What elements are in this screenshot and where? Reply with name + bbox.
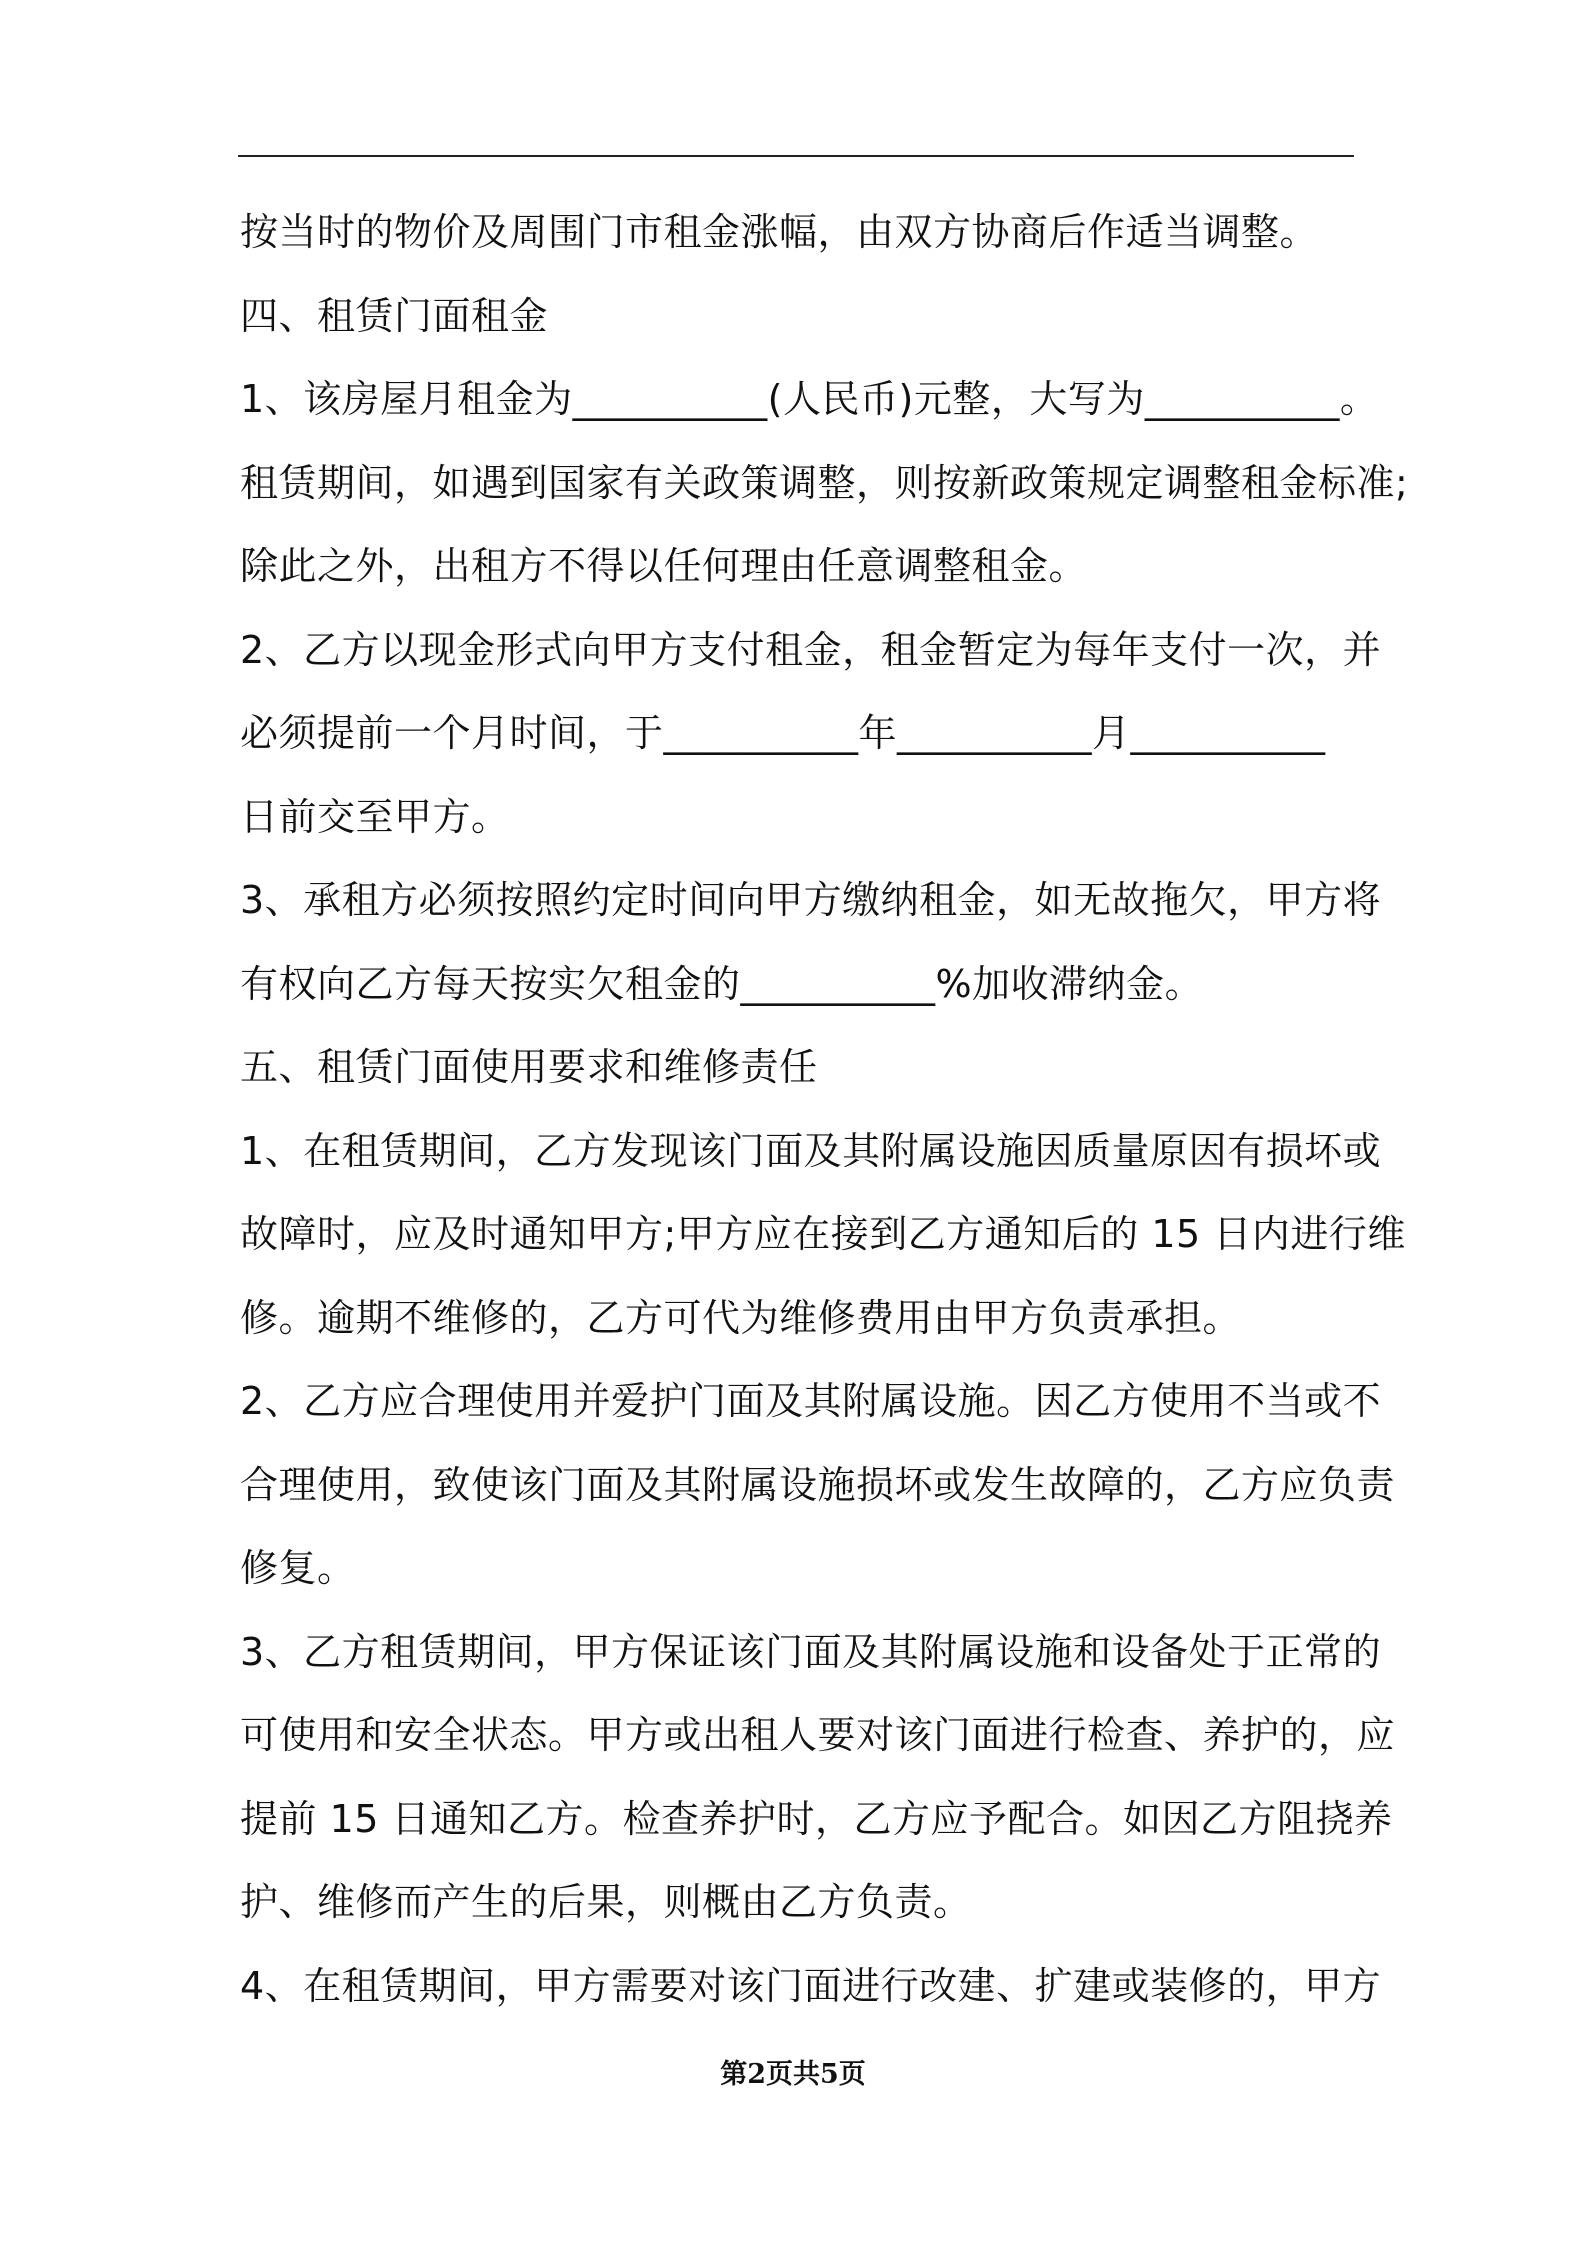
section-heading-usage-maintenance: 五、租赁门面使用要求和维修责任	[240, 1045, 818, 1089]
text-line-16: 合理使用，致使该门面及其附属设施损坏或发生故障的，乙方应负责	[240, 1462, 1396, 1507]
text-line-14: 修。逾期不维修的，乙方可代为维修费用由甲方负责承担。	[240, 1295, 1242, 1340]
text-line-19: 可使用和安全状态。甲方或出租人要对该门面进行检查、养护的，应	[240, 1713, 1396, 1757]
text-line-7: 必须提前一个月时间，于__________年__________月__________	[240, 711, 1326, 755]
text-line-10: 有权向乙方每天按实欠租金的__________%加收滞纳金。	[240, 961, 1204, 1006]
text-line-21: 护、维修而产生的后果，则概由乙方负责。	[240, 1880, 972, 1924]
text-line-17: 修复。	[240, 1546, 356, 1590]
text-line-12: 1、在租赁期间，乙方发现该门面及其附属设施因质量原因有损坏或	[240, 1128, 1382, 1173]
text-line-6: 2、乙方以现金形式向甲方支付租金，租金暂定为每年支付一次，并	[240, 627, 1382, 672]
section-heading-rent: 四、租赁门面租金	[240, 293, 549, 338]
text-line-3: 1、该房屋月租金为__________(人民币)元整，大写为__________。	[240, 377, 1379, 421]
text-line-1: 按当时的物价及周围门市租金涨幅，由双方协商后作适当调整。	[240, 210, 1319, 254]
document-body	[240, 191, 1409, 2028]
header-divider	[238, 155, 1354, 157]
text-line-20: 提前 15 日通知乙方。检查养护时，乙方应予配合。如因乙方阻挠养	[240, 1796, 1393, 1841]
page-number: 第2页共5页	[720, 2059, 866, 2090]
text-line-15: 2、乙方应合理使用并爱护门面及其附属设施。因乙方使用不当或不	[240, 1379, 1382, 1423]
text-line-8: 日前交至甲方。	[240, 794, 510, 839]
text-line-22: 4、在租赁期间，甲方需要对该门面进行改建、扩建或装修的，甲方	[240, 1963, 1382, 2008]
text-line-13: 故障时，应及时通知甲方;甲方应在接到乙方通知后的 15 日内进行维	[240, 1212, 1406, 1256]
text-line-4: 租赁期间，如遇到国家有关政策调整，则按新政策规定调整租金标准;	[240, 460, 1409, 505]
text-line-9: 3、承租方必须按照约定时间向甲方缴纳租金，如无故拖欠，甲方将	[240, 878, 1382, 922]
text-line-18: 3、乙方租赁期间，甲方保证该门面及其附属设施和设备处于正常的	[240, 1629, 1382, 1674]
text-line-5: 除此之外，出租方不得以任何理由任意调整租金。	[240, 544, 1088, 588]
